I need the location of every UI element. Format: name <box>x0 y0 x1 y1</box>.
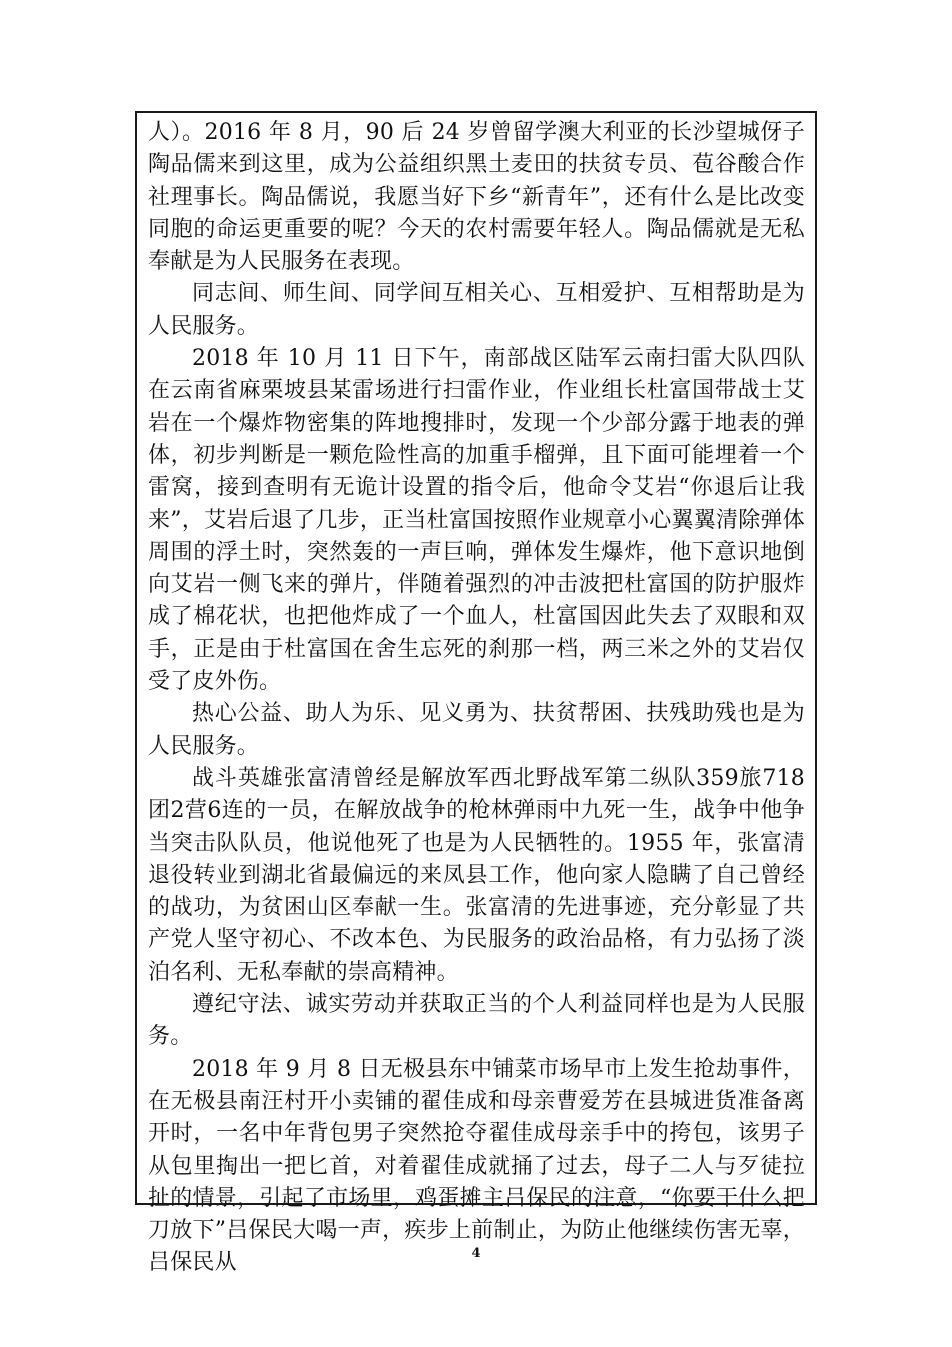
paragraph-1: 人）。2016 年 8 月，90 后 24 岁曾留学澳大利亚的长沙望城伢子陶品儒来到这里，成为公益组织黑土麦田的扶贫专员、苞谷酸合作社理事长。陶品儒说，我愿当好下乡“新青年”，还有什么是比改变同胞的命运更重要的呢？今天的农村需要年轻人。陶品儒就是无私奉献是为人民服务在表现。 <box>148 120 805 275</box>
paragraph-3: 2018 年 10 月 11 日下午，南部战区陆军云南扫雷大队四队在云南省麻栗坡县某雷场进行扫雷作业，作业组长杜富国带战士艾岩在一个爆炸物密集的阵地搜排时，发现一个少部分露于地表的弹体，初步判断是一颗危险性高的加重手榴弹，且下面可能埋着一个雷窝，接到查明有无诡计设置的指令后，他命令艾岩“你退后让我来”，艾岩后退了几步，正当杜富国按照作业规章小心翼翼清除弹体周围的浮土时，突然轰的一声巨响，弹体发生爆炸，他下意识地倒向艾岩一侧飞来的弹片，伴随着强烈的冲击波把杜富国的防护服炸成了棉花状，也把他炸成了一个血人，杜富国因此失去了双眼和双手，正是由于杜富国在舍生忘死的刹那一档，两三米之外的艾岩仅受了皮外伤。 <box>148 346 805 695</box>
paragraph-6: 遵纪守法、诚实劳动并获取正当的个人利益同样也是为人民服务。 <box>148 992 805 1050</box>
paragraph-2: 同志间、师生间、同学间互相关心、互相爱护、互相帮助是为人民服务。 <box>148 281 805 339</box>
paragraph-4: 热心公益、助人为乐、见义勇为、扶贫帮困、扶残助残也是为人民服务。 <box>148 701 805 759</box>
text-frame <box>135 111 817 1276</box>
paragraph-7: 2018 年 9 月 8 日无极县东中铺菜市场早市上发生抢劫事件，在无极县南汪村开小卖铺的翟佳成和母亲曹爱芳在县城进货准备离开时，一名中年背包男子突然抢夺翟佳成母亲手中的挎包，该男子从包里掏出一把匕首，对着翟佳成就捅了过去，母子二人与歹徒拉扯的情景，引起了市场里，鸡蛋摊主吕保民的注意，“你要干什么把刀放下”吕保民大喝一声，疾步上前制止，为防止他继续伤害无辜，吕保民从 <box>148 1056 805 1276</box>
paragraph-5: 战斗英雄张富清曾经是解放军西北野战军第二纵队359旅718团2营6连的一员，在解放战争的枪林弹雨中九死一生，战争中他争当突击队队员，他说他死了也是为人民牺牲的。1955 年，张富清退役转业到湖北省最偏远的来凤县工作，他向家人隐瞒了自己曾经的战功，为贫困山区奉献一生。张富清的先进事迹，充分彰显了共产党人坚守初心、不改本色、为民服务的政治品格，有力弘扬了淡泊名利、无私奉献的崇高精神。 <box>148 765 805 985</box>
page-number: 4 <box>471 1246 481 1261</box>
